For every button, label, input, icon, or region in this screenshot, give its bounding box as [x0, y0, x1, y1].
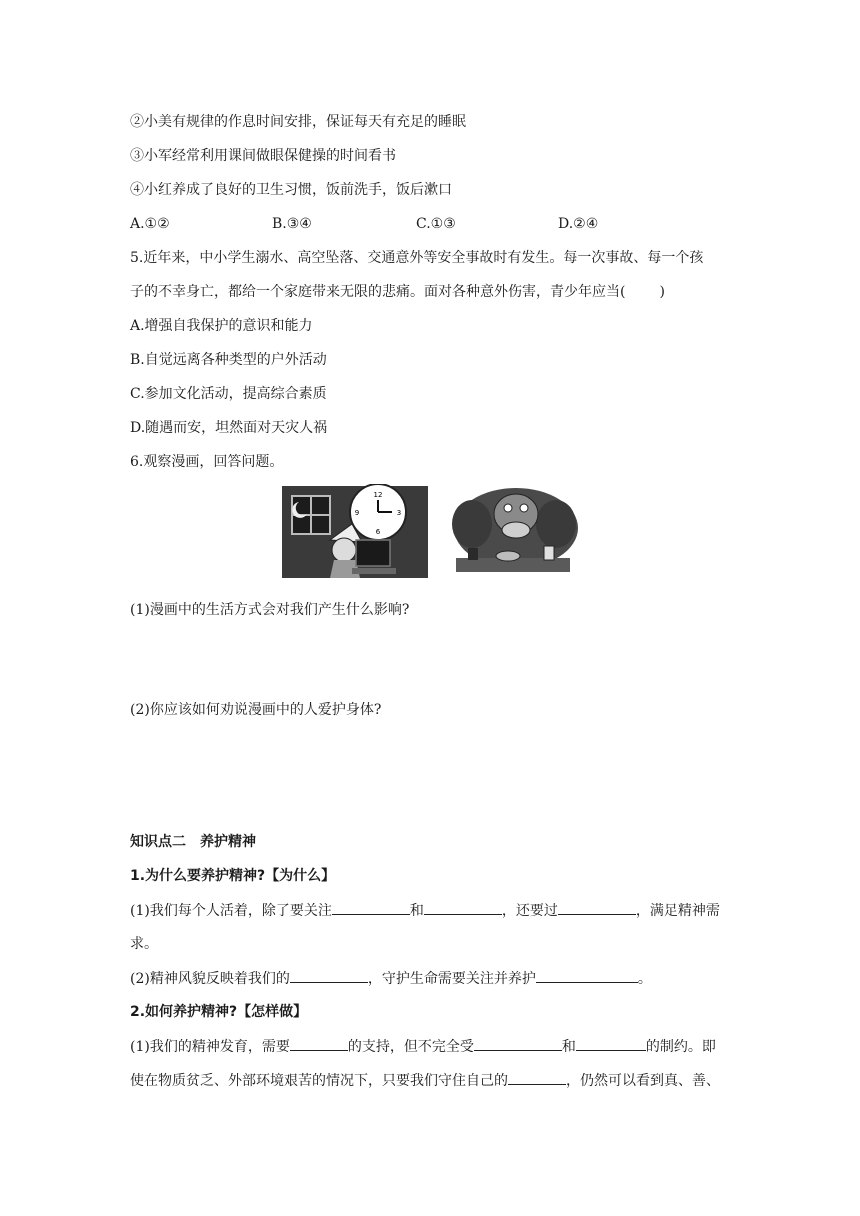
q5-stem-line2	[130, 282, 665, 302]
late-night-computer-cartoon	[282, 484, 428, 578]
q5-stem-line1: 5.近年来，中小学生溺水、高空坠落、交通意外等安全事故时有发生。每一次事故、每一个孩	[130, 250, 704, 266]
fill-blank	[290, 968, 368, 983]
q5-stem-text: 子的不幸身亡，都给一个家庭带来无限的悲痛。面对各种意外伤害，青少年应当(	[130, 284, 626, 300]
fill-blank	[332, 900, 410, 915]
p1-text-c: ，还要过	[501, 903, 558, 919]
p4-text-b: ，仍然可以看到真、善、	[566, 1073, 720, 1089]
p3-text-a: (1)我们的精神发育，需要	[130, 1039, 290, 1055]
paragraph-4	[130, 1070, 720, 1091]
q6-sub2: (2)你应该如何劝说漫画中的人爱护身体?	[130, 702, 382, 718]
p2-text-a: (2)精神风貌反映着我们的	[130, 971, 290, 987]
section-heading: 知识点二 养护精神	[130, 834, 256, 850]
q4-option-a: A.①②	[130, 216, 170, 232]
q6-sub1: (1)漫画中的生活方式会对我们产生什么影响?	[130, 602, 410, 618]
p1-text-b: 和	[409, 903, 424, 919]
p3-text-c: 和	[561, 1039, 576, 1055]
p3-text-d: 的制约。即	[645, 1039, 716, 1055]
p3-text-b: 的支持，但不完全受	[347, 1039, 474, 1055]
q4-option-b: B.③④	[272, 216, 312, 232]
q5-option-c: C.参加文化活动，提高综合素质	[130, 386, 327, 402]
q5-paren-close: )	[659, 284, 665, 300]
p2-text-c: 。	[637, 971, 652, 987]
svg-text:12: 12	[373, 491, 383, 499]
paragraph-2	[130, 968, 652, 989]
fill-blank	[576, 1036, 646, 1051]
p1-text-d: ，满足精神需	[635, 903, 720, 919]
fill-blank	[474, 1036, 562, 1051]
q4-option-d: D.②④	[558, 216, 599, 232]
q4-item-3: ③小军经常利用课间做眼保健操的时间看书	[130, 148, 396, 164]
q4-item-2: ②小美有规律的作息时间安排，保证每天有充足的睡眠	[130, 114, 466, 130]
paragraph-3	[130, 1036, 716, 1057]
subheading-why: 1.为什么要养护精神?【为什么】	[130, 868, 336, 884]
svg-text:9: 9	[354, 509, 360, 517]
svg-text:6: 6	[375, 528, 381, 536]
q5-option-d: D.随遇而安，坦然面对天灾人祸	[130, 420, 328, 436]
p4-text-a: 使在物质贫乏、外部环境艰苦的情况下，只要我们守住自己的	[130, 1073, 508, 1089]
fill-blank	[536, 968, 638, 983]
p1-text-a: (1)我们每个人活着，除了要关注	[130, 903, 332, 919]
svg-text:3: 3	[396, 509, 402, 517]
p2-text-b: ，守护生命需要关注并养护	[367, 971, 536, 987]
q5-option-a: A.增强自我保护的意识和能力	[130, 318, 313, 334]
q6-stem: 6.观察漫画，回答问题。	[130, 454, 284, 470]
fill-blank	[508, 1070, 566, 1085]
q4-option-c: C.①③	[416, 216, 456, 232]
paragraph-1	[130, 900, 720, 921]
fill-blank	[424, 900, 502, 915]
q5-option-b: B.自觉远离各种类型的户外活动	[130, 352, 327, 368]
p1-continuation: 求。	[130, 936, 158, 952]
subheading-how: 2.如何养护精神?【怎样做】	[130, 1004, 308, 1020]
q4-item-4: ④小红养成了良好的卫生习惯，饭前洗手，饭后漱口	[130, 182, 452, 198]
fill-blank	[290, 1036, 348, 1051]
overeating-cartoon	[448, 484, 578, 578]
fill-blank	[558, 900, 636, 915]
